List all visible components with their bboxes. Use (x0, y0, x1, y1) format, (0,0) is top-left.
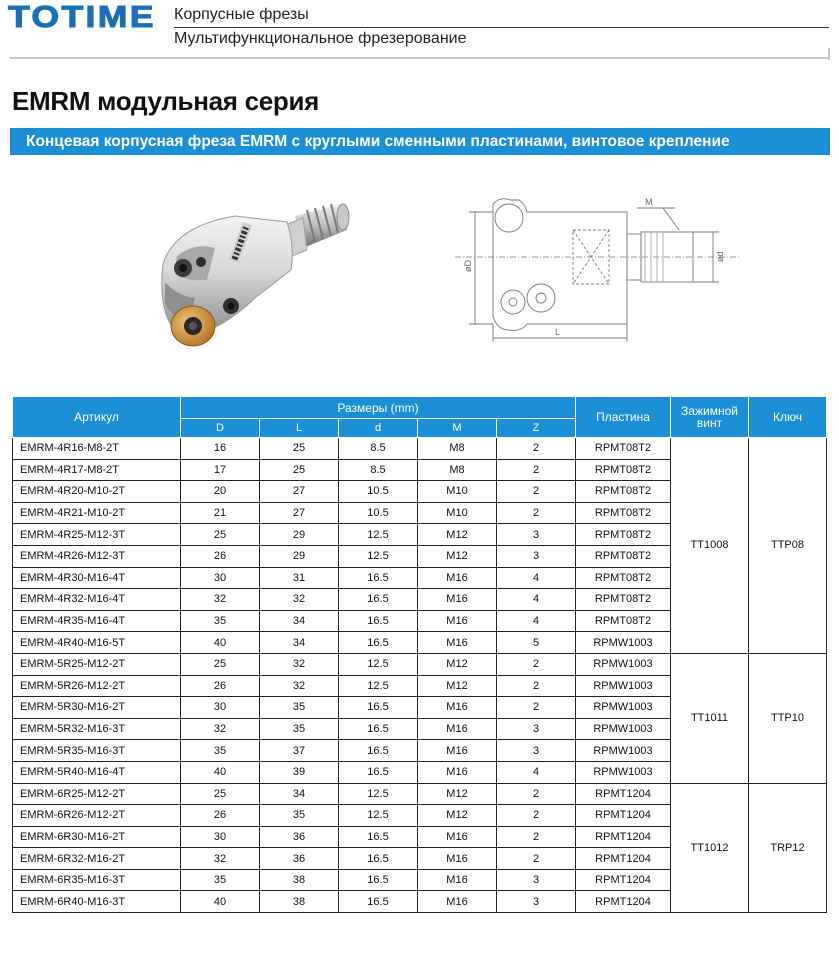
cell-D: 40 (181, 761, 260, 783)
round-insert-icon (171, 306, 215, 346)
cell-Z: 2 (497, 653, 576, 675)
cell-insert: RPMW1003 (576, 632, 671, 654)
cell-art: EMRM-5R40-M16-4T (13, 761, 181, 783)
cell-d: 10.5 (339, 481, 418, 503)
cell-M: M16 (418, 740, 497, 762)
cell-insert: RPMT1204 (576, 891, 671, 913)
cell-Z: 2 (497, 459, 576, 481)
cell-Z: 3 (497, 524, 576, 546)
cell-D: 40 (181, 891, 260, 913)
cell-art: EMRM-6R40-M16-3T (13, 891, 181, 913)
cell-art: EMRM-4R16-M8-2T (13, 438, 181, 460)
cell-Z: 2 (497, 502, 576, 524)
cell-insert: RPMT1204 (576, 805, 671, 827)
cell-L: 34 (260, 783, 339, 805)
cell-Z: 2 (497, 697, 576, 719)
cell-D: 35 (181, 869, 260, 891)
cell-D: 17 (181, 459, 260, 481)
col-article: Артикул (13, 397, 181, 438)
cell-L: 29 (260, 545, 339, 567)
cell-screw: TT1008 (671, 438, 749, 654)
cell-D: 30 (181, 567, 260, 589)
cell-L: 34 (260, 632, 339, 654)
cell-L: 32 (260, 653, 339, 675)
cell-Z: 3 (497, 891, 576, 913)
cell-Z: 2 (497, 783, 576, 805)
cell-M: M12 (418, 545, 497, 567)
cell-D: 21 (181, 502, 260, 524)
cell-d: 12.5 (339, 545, 418, 567)
cell-art: EMRM-6R25-M12-2T (13, 783, 181, 805)
cell-D: 32 (181, 718, 260, 740)
subcategory-title: Мультифункциональное фрезерование (174, 30, 467, 47)
cell-insert: RPMT08T2 (576, 481, 671, 503)
cell-D: 40 (181, 632, 260, 654)
cell-d: 12.5 (339, 805, 418, 827)
cell-insert: RPMW1003 (576, 697, 671, 719)
col-screw: Зажимной винт (671, 397, 749, 438)
cell-d: 12.5 (339, 524, 418, 546)
cell-screw: TT1012 (671, 783, 749, 913)
cell-insert: RPMT08T2 (576, 459, 671, 481)
cell-M: M12 (418, 805, 497, 827)
cell-M: M16 (418, 589, 497, 611)
col-dimensions: Размеры (mm) (181, 397, 576, 419)
cell-d: 16.5 (339, 761, 418, 783)
cell-Z: 3 (497, 718, 576, 740)
cell-d: 8.5 (339, 438, 418, 460)
cell-d: 16.5 (339, 718, 418, 740)
table-row (13, 783, 827, 805)
cell-M: M12 (418, 675, 497, 697)
cell-Z: 5 (497, 632, 576, 654)
cell-L: 36 (260, 826, 339, 848)
cell-insert: RPMW1003 (576, 675, 671, 697)
cell-M: M8 (418, 438, 497, 460)
cell-insert: RPMT08T2 (576, 438, 671, 460)
cell-D: 35 (181, 610, 260, 632)
cell-L: 27 (260, 481, 339, 503)
cell-key: TRP12 (749, 783, 827, 913)
cell-insert: RPMW1003 (576, 653, 671, 675)
cell-Z: 2 (497, 675, 576, 697)
cell-d: 16.5 (339, 848, 418, 870)
cell-Z: 2 (497, 481, 576, 503)
cell-art: EMRM-4R35-M16-4T (13, 610, 181, 632)
cell-Z: 4 (497, 610, 576, 632)
cell-d: 16.5 (339, 632, 418, 654)
dim-d-label: ød (715, 251, 725, 262)
cell-L: 35 (260, 697, 339, 719)
cell-L: 34 (260, 610, 339, 632)
cell-insert: RPMT08T2 (576, 589, 671, 611)
cell-art: EMRM-6R35-M16-3T (13, 869, 181, 891)
cell-M: M16 (418, 826, 497, 848)
cell-Z: 4 (497, 567, 576, 589)
cell-insert: RPMT08T2 (576, 502, 671, 524)
cell-key: TTP08 (749, 438, 827, 654)
col-Z: Z (497, 419, 576, 438)
cell-D: 26 (181, 675, 260, 697)
cell-d: 12.5 (339, 675, 418, 697)
cell-art: EMRM-5R30-M16-2T (13, 697, 181, 719)
cell-art: EMRM-4R40-M16-5T (13, 632, 181, 654)
col-D: D (181, 419, 260, 438)
cell-M: M16 (418, 891, 497, 913)
col-d: d (339, 419, 418, 438)
cell-art: EMRM-4R32-M16-4T (13, 589, 181, 611)
cell-M: M16 (418, 848, 497, 870)
cell-L: 36 (260, 848, 339, 870)
cell-Z: 2 (497, 826, 576, 848)
section-frame-top (10, 57, 830, 59)
category-title: Корпусные фрезы (174, 6, 309, 23)
cell-key: TTP10 (749, 653, 827, 783)
cell-L: 39 (260, 761, 339, 783)
col-key: Ключ (749, 397, 827, 438)
col-insert: Пластина (576, 397, 671, 438)
cell-insert: RPMT08T2 (576, 545, 671, 567)
cell-art: EMRM-5R35-M16-3T (13, 740, 181, 762)
cell-L: 37 (260, 740, 339, 762)
cell-d: 12.5 (339, 783, 418, 805)
dim-D-label: øD (463, 260, 473, 272)
brand-logo (8, 0, 156, 34)
section-frame-corner (828, 48, 830, 60)
spec-table-body (13, 438, 827, 913)
cell-d: 16.5 (339, 891, 418, 913)
cell-insert: RPMT08T2 (576, 610, 671, 632)
cell-art: EMRM-4R25-M12-3T (13, 524, 181, 546)
technical-drawing (455, 190, 740, 348)
cell-D: 20 (181, 481, 260, 503)
cell-d: 16.5 (339, 869, 418, 891)
cell-insert: RPMT1204 (576, 783, 671, 805)
cell-insert: RPMW1003 (576, 718, 671, 740)
cell-Z: 2 (497, 848, 576, 870)
cell-L: 27 (260, 502, 339, 524)
table-row (13, 438, 827, 460)
cell-art: EMRM-5R25-M12-2T (13, 653, 181, 675)
col-M: M (418, 419, 497, 438)
cell-M: M10 (418, 502, 497, 524)
cell-d: 16.5 (339, 589, 418, 611)
cell-L: 38 (260, 891, 339, 913)
cell-L: 38 (260, 869, 339, 891)
cell-art: EMRM-4R30-M16-4T (13, 567, 181, 589)
cell-D: 16 (181, 438, 260, 460)
cell-art: EMRM-5R32-M16-3T (13, 718, 181, 740)
cell-d: 16.5 (339, 610, 418, 632)
cell-d: 16.5 (339, 740, 418, 762)
brand-logo-text: TOTIME (8, 0, 156, 34)
cell-D: 35 (181, 740, 260, 762)
page-header (0, 0, 839, 56)
cell-L: 35 (260, 718, 339, 740)
cell-D: 32 (181, 848, 260, 870)
cell-D: 30 (181, 826, 260, 848)
cell-insert: RPMT1204 (576, 869, 671, 891)
cell-L: 32 (260, 675, 339, 697)
cell-insert: RPMT08T2 (576, 524, 671, 546)
cell-Z: 3 (497, 545, 576, 567)
cell-art: EMRM-4R17-M8-2T (13, 459, 181, 481)
cell-d: 8.5 (339, 459, 418, 481)
cell-D: 26 (181, 805, 260, 827)
cell-L: 32 (260, 589, 339, 611)
spec-table (12, 396, 827, 913)
cell-art: EMRM-6R32-M16-2T (13, 848, 181, 870)
cell-D: 25 (181, 524, 260, 546)
cell-D: 25 (181, 653, 260, 675)
dim-M-label: M (645, 197, 653, 207)
header-divider (174, 27, 829, 28)
cell-art: EMRM-6R26-M12-2T (13, 805, 181, 827)
dim-L-label: L (555, 327, 561, 337)
cell-M: M12 (418, 524, 497, 546)
cell-M: M16 (418, 697, 497, 719)
cell-M: M16 (418, 567, 497, 589)
cell-M: M16 (418, 869, 497, 891)
cell-M: M16 (418, 718, 497, 740)
cell-insert: RPMT1204 (576, 848, 671, 870)
cell-d: 16.5 (339, 697, 418, 719)
cell-M: M16 (418, 610, 497, 632)
cell-M: M16 (418, 632, 497, 654)
col-L: L (260, 419, 339, 438)
cell-L: 25 (260, 459, 339, 481)
cell-M: M12 (418, 653, 497, 675)
cell-M: M8 (418, 459, 497, 481)
cell-Z: 3 (497, 869, 576, 891)
cell-L: 29 (260, 524, 339, 546)
cell-art: EMRM-4R21-M10-2T (13, 502, 181, 524)
table-row (13, 653, 827, 675)
cell-d: 16.5 (339, 567, 418, 589)
cell-L: 31 (260, 567, 339, 589)
cell-art: EMRM-6R30-M16-2T (13, 826, 181, 848)
product-photo (135, 186, 360, 356)
cell-M: M12 (418, 783, 497, 805)
cell-D: 26 (181, 545, 260, 567)
cell-insert: RPMT08T2 (576, 567, 671, 589)
cell-D: 32 (181, 589, 260, 611)
cell-M: M10 (418, 481, 497, 503)
series-title: EMRM модульная серия (12, 86, 320, 116)
series-banner: Концевая корпусная фреза EMRM с круглыми сменными пластинами, винтовое крепление (10, 128, 830, 155)
cell-D: 30 (181, 697, 260, 719)
cell-d: 10.5 (339, 502, 418, 524)
cell-insert: RPMW1003 (576, 740, 671, 762)
cell-D: 25 (181, 783, 260, 805)
cell-Z: 4 (497, 589, 576, 611)
cell-Z: 2 (497, 805, 576, 827)
cell-insert: RPMT1204 (576, 826, 671, 848)
cell-Z: 2 (497, 438, 576, 460)
cell-L: 25 (260, 438, 339, 460)
cell-Z: 3 (497, 740, 576, 762)
cell-M: M16 (418, 761, 497, 783)
cell-screw: TT1011 (671, 653, 749, 783)
cell-art: EMRM-4R20-M10-2T (13, 481, 181, 503)
cell-Z: 4 (497, 761, 576, 783)
cell-d: 12.5 (339, 653, 418, 675)
cell-art: EMRM-4R26-M12-3T (13, 545, 181, 567)
cell-d: 16.5 (339, 826, 418, 848)
cell-insert: RPMW1003 (576, 761, 671, 783)
cell-L: 35 (260, 805, 339, 827)
cell-art: EMRM-5R26-M12-2T (13, 675, 181, 697)
